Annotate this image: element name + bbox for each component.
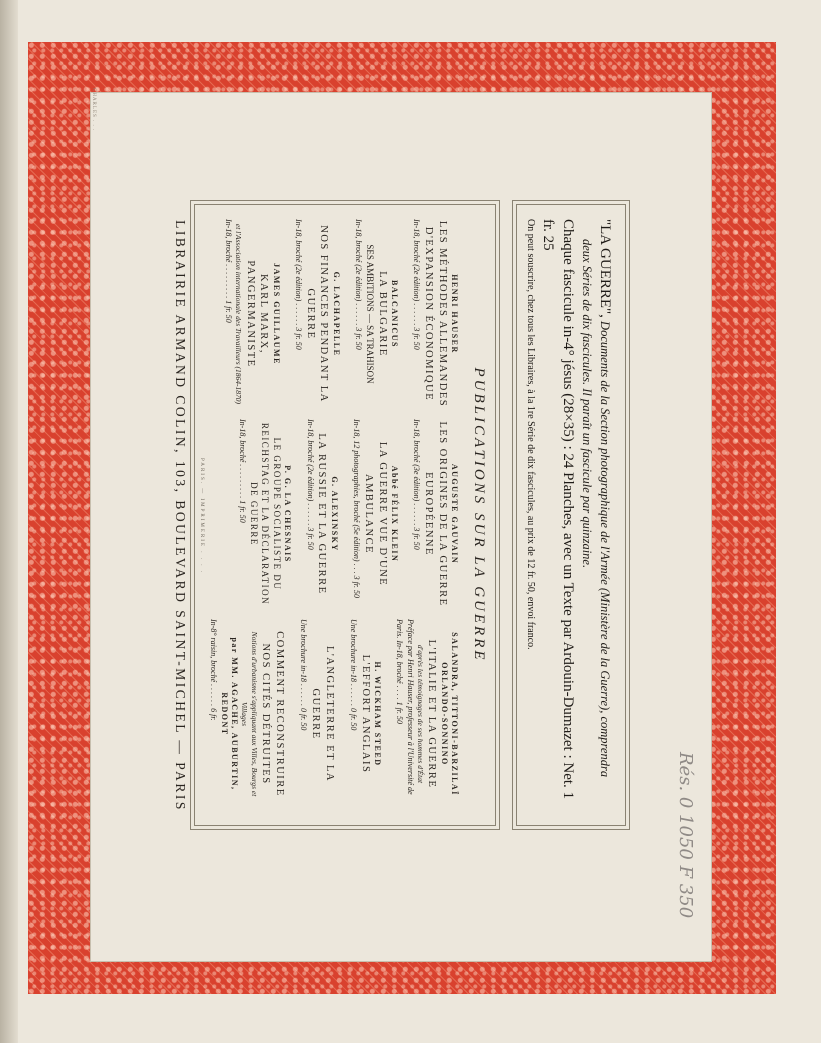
notice-line1: Documents de la Section photographique de l'Armée (Ministère de la Guerre), comprendra — [598, 321, 612, 778]
publication-author: SALANDRA, TITTONI-BARZILAÏ ORLANDO-SONNINO — [439, 632, 459, 796]
publication-title: LA GUERRE VUE D'UNE AMBULANCE — [362, 441, 388, 587]
publication-detail: In-18, broché (2e édition) . . . . . . 3 fr. 50 — [305, 419, 315, 550]
publication-entry — [394, 619, 459, 809]
publication-entry — [351, 419, 399, 609]
publisher-footer: LIBRAIRIE ARMAND COLIN, 103, BOULEVARD SAINT-MICHEL — PARIS — [173, 220, 188, 812]
publications-column-1 — [211, 219, 459, 409]
publication-detail: In-18, broché . . . . . . . . . 1 fr. 50 — [238, 419, 247, 523]
rotated-content — [173, 196, 636, 836]
publication-entry — [411, 419, 459, 609]
subscription-notice-box — [512, 200, 630, 830]
publication-title: LE GROUPE SOCIALISTE DU REICHSTAG ET LA DÉCLARATION DE GUERRE — [248, 422, 283, 606]
publication-author: G. ALEXINSKY — [329, 476, 339, 552]
publication-detail: In-18, broché (2e édition) . . . . . . 3 fr. 50 — [354, 219, 364, 350]
publication-subtitle: d'après les témoignages de ses hommes d'État — [415, 644, 425, 784]
publication-entry — [293, 219, 341, 409]
publication-entry — [208, 619, 286, 809]
publication-title: L'ANGLETERRE ET LA GUERRE — [309, 645, 335, 782]
page-shadow-edge — [0, 0, 18, 1043]
publication-detail: In-18, broché . . . . . . . . . 1 fr. 50 — [224, 219, 234, 323]
publication-detail: Une brochure in-18 . . . . . . 0 fr. 50 — [299, 619, 309, 731]
publication-detail: In-18, 12 photographies, broché (5e édition) . . . 3 fr. 50 — [352, 419, 362, 599]
publication-author: BALCANICUS — [389, 280, 399, 348]
publication-author: G. LACHAPELLE — [331, 271, 341, 357]
publications-box — [190, 200, 500, 830]
publication-entry — [298, 619, 336, 809]
publication-entry — [304, 419, 338, 609]
corner-printer-mark: CHARLES . . . — [91, 88, 96, 132]
notice-line3: Chaque fascicule in-4° jésus (28×35) : 24 Planches, avec un Texte par Ardouin-Dumazet : Net. 1 fr. 25 — [539, 219, 576, 800]
publication-title: LA BULGARIE — [376, 271, 388, 357]
publication-entry — [411, 219, 459, 409]
publication-entry — [348, 619, 382, 809]
publication-title: LES MÉTHODES ALLEMANDES D'EXPANSION ÉCONOMIQUE — [422, 220, 448, 408]
publications-column-2 — [225, 419, 459, 609]
publication-detail: In-18, broché (2e édition) . . . . . . 3 fr. 50 — [412, 219, 422, 350]
publication-title: L'ITALIE ET LA GUERRE — [426, 639, 438, 789]
handwritten-shelfmark: Rés. 0 1050 F 350 — [675, 752, 696, 919]
publication-author: JAMES GUILLAUME — [271, 263, 281, 365]
publication-subtitle: SES AMBITIONS — SA TRAHISON — [364, 244, 375, 384]
publication-entry — [237, 419, 293, 609]
publication-author: P. G. LA CHESNAIS — [283, 465, 293, 563]
publication-detail: In-18, broché (2e édition) . . . . . . 3 fr. 50 — [294, 219, 304, 350]
publication-author: par MM. AGACHE, AUBURTIN, REDONT — [219, 637, 240, 791]
notice-title: "LA GUERRE", — [597, 219, 613, 318]
publication-title: L'EFFORT ANGLAIS — [359, 654, 371, 774]
publication-subtitle: Notions d'urbanisme s'appliquant aux Villes, Bourgs et Villages — [239, 631, 259, 797]
notice-line2: deux Séries de dix fascicules. Il paraît un fascicule par quinzaine. — [579, 239, 594, 569]
publication-title: LES ORIGINES DE LA GUERRE EUROPÉENNE — [422, 421, 448, 607]
publication-author: Abbé FÉLIX KLEIN — [389, 465, 399, 563]
publication-subtitle: et l'Association internationale des Travailleurs (1864-1870) — [234, 223, 244, 405]
imprint-line: PARIS. — IMPRIMERIE . . . . — [199, 458, 204, 574]
publication-author: HENRI HAUSER — [450, 274, 459, 354]
publication-detail: Une brochure in-18 . . . . . . 0 fr. 50 — [349, 619, 359, 731]
publication-detail: In-8° raisin, broché . . . . . . 6 fr. — [209, 619, 219, 721]
publication-title: KARL MARX, PANGERMANISTE — [244, 260, 270, 368]
publications-column-3 — [196, 619, 459, 809]
publication-title: NOS FINANCES PENDANT LA GUERRE — [304, 225, 330, 403]
publication-title: LA RUSSIE ET LA GUERRE — [316, 433, 328, 595]
publication-detail: Préface par Henri Hauser, professeur à l'Université de Paris. In-18, broché . . . . 1 fr. 50 — [395, 619, 415, 795]
publication-author: H. WICKHAM STEED — [373, 661, 383, 767]
publication-title: COMMENT RECONSTRUIRE NOS CITÉS DÉTRUITES — [260, 631, 285, 797]
publications-title: PUBLICATIONS SUR LA GUERRE — [471, 367, 487, 663]
publication-entry — [353, 219, 399, 409]
publication-entry — [223, 219, 281, 409]
publication-author: AUGUSTE GAUVAIN — [450, 463, 459, 565]
publication-detail: In-18, broché (3e édition) . . . . . . 3 fr. 50 — [412, 419, 422, 550]
notice-line4: On peut souscrire, chez tous les Libraires, à la 1re Série de dix fascicules, au prix de 12 fr. 50, envoi franco. — [525, 219, 537, 650]
